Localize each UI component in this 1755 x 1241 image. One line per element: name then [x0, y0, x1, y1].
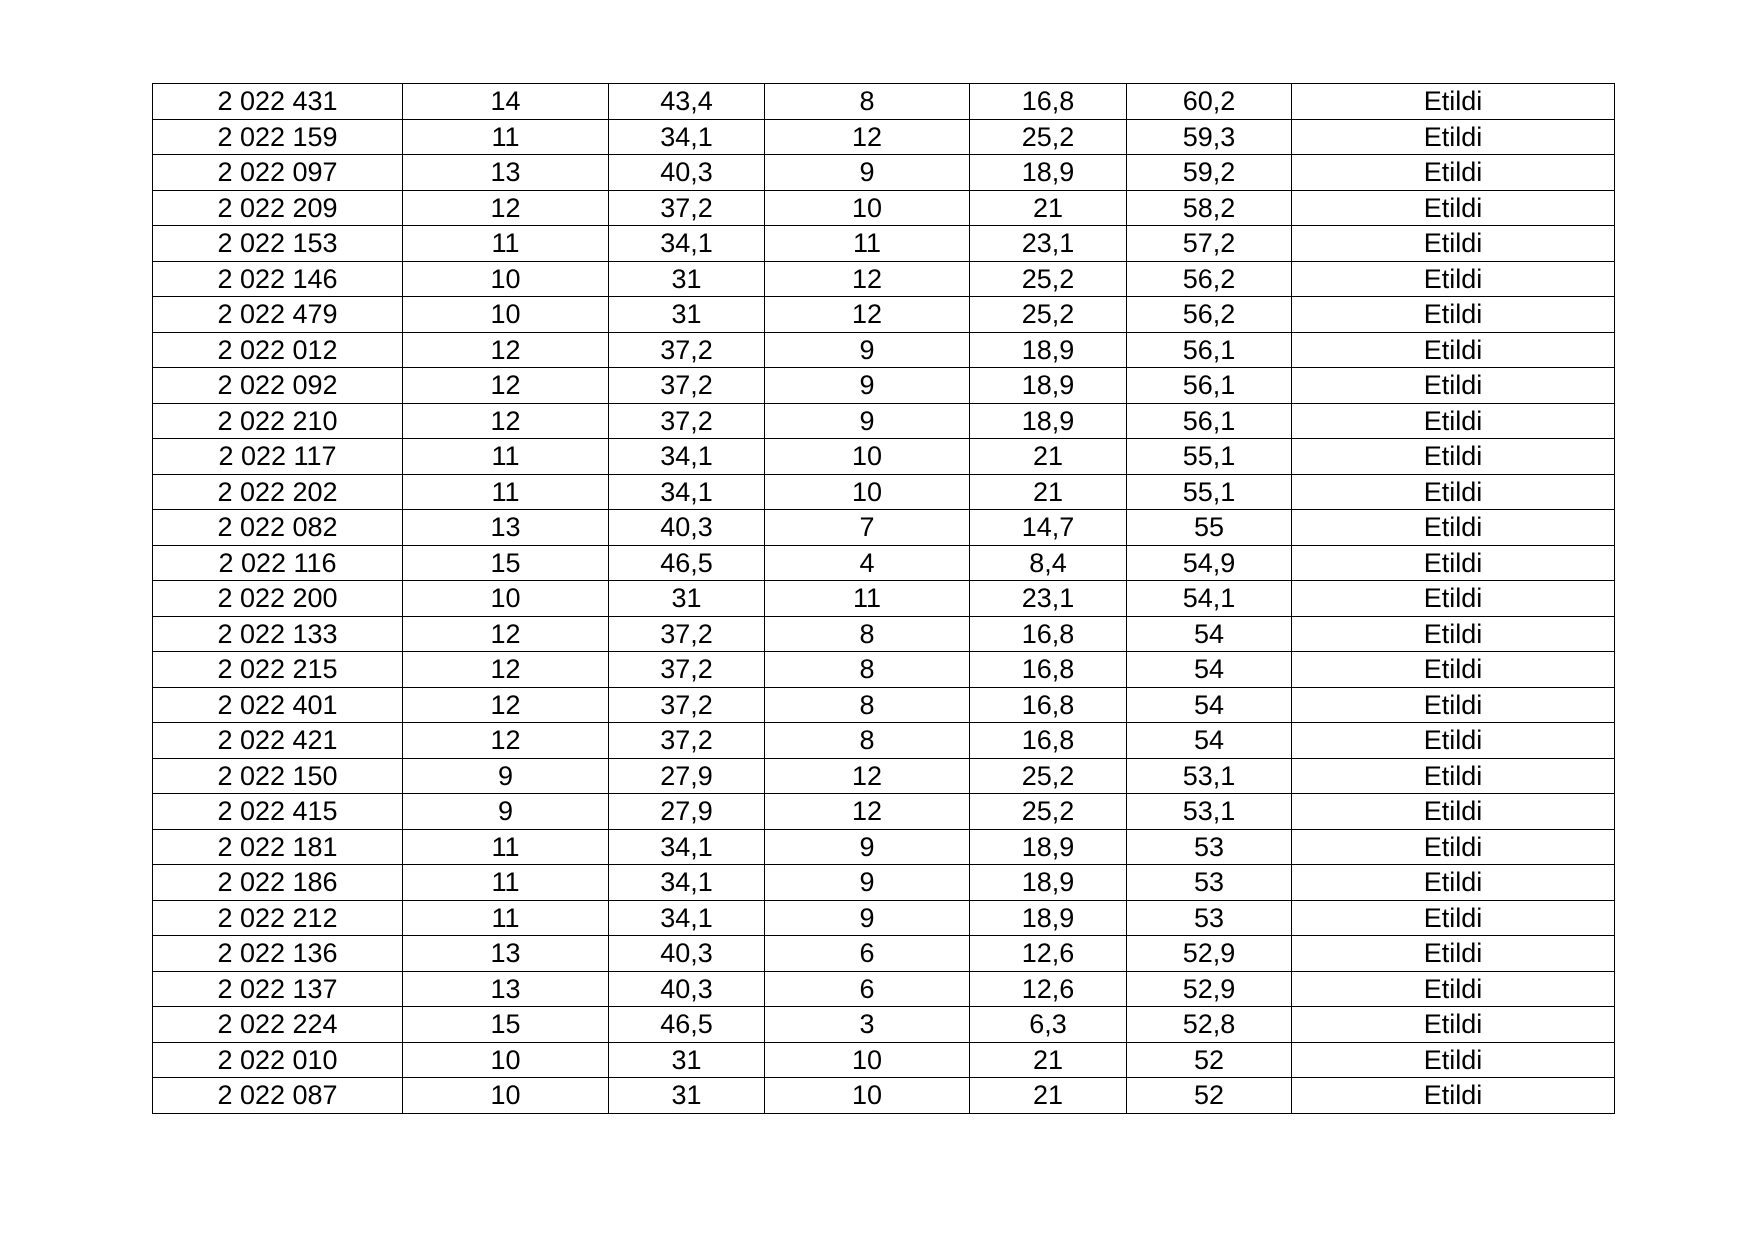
table-row — [153, 84, 1615, 120]
correct-count-cell: 11 — [403, 226, 609, 262]
second-score-cell: 8,4 — [970, 545, 1127, 581]
registration-number-cell: 2 022 087 — [153, 1078, 403, 1114]
correct-score-cell: 37,2 — [609, 652, 765, 688]
correct-score-cell: 37,2 — [609, 687, 765, 723]
correct-score-cell: 37,2 — [609, 332, 765, 368]
second-score-cell: 18,9 — [970, 332, 1127, 368]
registration-number-cell: 2 022 116 — [153, 545, 403, 581]
table-row — [153, 226, 1615, 262]
registration-number-cell: 2 022 431 — [153, 84, 403, 120]
second-score-cell: 18,9 — [970, 829, 1127, 865]
second-score-cell: 21 — [970, 1042, 1127, 1078]
document-page — [152, 83, 1615, 1114]
total-score-cell: 54 — [1127, 616, 1292, 652]
registration-number-cell: 2 022 401 — [153, 687, 403, 723]
correct-score-cell: 34,1 — [609, 226, 765, 262]
status-cell: Etildi — [1292, 652, 1615, 688]
correct-count-cell: 10 — [403, 297, 609, 333]
correct-score-cell: 40,3 — [609, 155, 765, 191]
correct-score-cell: 37,2 — [609, 190, 765, 226]
second-score-cell: 18,9 — [970, 368, 1127, 404]
total-score-cell: 56,1 — [1127, 332, 1292, 368]
status-cell: Etildi — [1292, 829, 1615, 865]
results-table — [152, 83, 1615, 1114]
registration-number-cell: 2 022 415 — [153, 794, 403, 830]
registration-number-cell: 2 022 137 — [153, 971, 403, 1007]
registration-number-cell: 2 022 117 — [153, 439, 403, 475]
total-score-cell: 55,1 — [1127, 474, 1292, 510]
second-count-cell: 6 — [765, 971, 970, 1007]
correct-count-cell: 11 — [403, 474, 609, 510]
status-cell: Etildi — [1292, 865, 1615, 901]
status-cell: Etildi — [1292, 936, 1615, 972]
second-count-cell: 12 — [765, 119, 970, 155]
correct-score-cell: 34,1 — [609, 474, 765, 510]
registration-number-cell: 2 022 133 — [153, 616, 403, 652]
correct-score-cell: 37,2 — [609, 723, 765, 759]
second-score-cell: 16,8 — [970, 687, 1127, 723]
table-row — [153, 510, 1615, 546]
second-score-cell: 21 — [970, 190, 1127, 226]
second-count-cell: 10 — [765, 1078, 970, 1114]
registration-number-cell: 2 022 082 — [153, 510, 403, 546]
status-cell: Etildi — [1292, 1007, 1615, 1043]
correct-score-cell: 31 — [609, 297, 765, 333]
registration-number-cell: 2 022 012 — [153, 332, 403, 368]
table-row — [153, 332, 1615, 368]
table-row — [153, 119, 1615, 155]
correct-score-cell: 40,3 — [609, 971, 765, 1007]
total-score-cell: 53,1 — [1127, 758, 1292, 794]
table-row — [153, 1078, 1615, 1114]
total-score-cell: 54,1 — [1127, 581, 1292, 617]
table-row — [153, 155, 1615, 191]
second-score-cell: 18,9 — [970, 155, 1127, 191]
correct-score-cell: 46,5 — [609, 1007, 765, 1043]
registration-number-cell: 2 022 210 — [153, 403, 403, 439]
second-count-cell: 9 — [765, 155, 970, 191]
correct-count-cell: 15 — [403, 1007, 609, 1043]
status-cell: Etildi — [1292, 900, 1615, 936]
table-row — [153, 865, 1615, 901]
status-cell: Etildi — [1292, 84, 1615, 120]
correct-count-cell: 11 — [403, 900, 609, 936]
registration-number-cell: 2 022 186 — [153, 865, 403, 901]
table-row — [153, 297, 1615, 333]
second-count-cell: 8 — [765, 687, 970, 723]
registration-number-cell: 2 022 153 — [153, 226, 403, 262]
second-score-cell: 25,2 — [970, 261, 1127, 297]
correct-count-cell: 12 — [403, 332, 609, 368]
status-cell: Etildi — [1292, 723, 1615, 759]
second-count-cell: 9 — [765, 829, 970, 865]
status-cell: Etildi — [1292, 545, 1615, 581]
second-count-cell: 4 — [765, 545, 970, 581]
correct-count-cell: 13 — [403, 155, 609, 191]
second-score-cell: 21 — [970, 474, 1127, 510]
second-count-cell: 8 — [765, 616, 970, 652]
table-row — [153, 687, 1615, 723]
table-row — [153, 652, 1615, 688]
correct-count-cell: 11 — [403, 865, 609, 901]
status-cell: Etildi — [1292, 1078, 1615, 1114]
total-score-cell: 53 — [1127, 900, 1292, 936]
registration-number-cell: 2 022 181 — [153, 829, 403, 865]
correct-count-cell: 13 — [403, 936, 609, 972]
correct-score-cell: 27,9 — [609, 794, 765, 830]
total-score-cell: 52,8 — [1127, 1007, 1292, 1043]
second-count-cell: 7 — [765, 510, 970, 546]
correct-count-cell: 10 — [403, 1078, 609, 1114]
table-row — [153, 1042, 1615, 1078]
correct-score-cell: 34,1 — [609, 900, 765, 936]
registration-number-cell: 2 022 097 — [153, 155, 403, 191]
total-score-cell: 60,2 — [1127, 84, 1292, 120]
total-score-cell: 59,3 — [1127, 119, 1292, 155]
second-score-cell: 25,2 — [970, 119, 1127, 155]
second-score-cell: 18,9 — [970, 403, 1127, 439]
correct-count-cell: 9 — [403, 794, 609, 830]
registration-number-cell: 2 022 200 — [153, 581, 403, 617]
registration-number-cell: 2 022 150 — [153, 758, 403, 794]
correct-score-cell: 31 — [609, 261, 765, 297]
second-score-cell: 16,8 — [970, 723, 1127, 759]
second-count-cell: 10 — [765, 474, 970, 510]
correct-count-cell: 12 — [403, 403, 609, 439]
table-row — [153, 616, 1615, 652]
status-cell: Etildi — [1292, 190, 1615, 226]
status-cell: Etildi — [1292, 581, 1615, 617]
second-count-cell: 11 — [765, 581, 970, 617]
second-score-cell: 25,2 — [970, 758, 1127, 794]
status-cell: Etildi — [1292, 297, 1615, 333]
table-row — [153, 1007, 1615, 1043]
second-score-cell: 6,3 — [970, 1007, 1127, 1043]
correct-count-cell: 11 — [403, 119, 609, 155]
total-score-cell: 52 — [1127, 1042, 1292, 1078]
second-count-cell: 9 — [765, 865, 970, 901]
results-table-body — [153, 84, 1615, 1114]
table-row — [153, 403, 1615, 439]
table-row — [153, 439, 1615, 475]
registration-number-cell: 2 022 479 — [153, 297, 403, 333]
status-cell: Etildi — [1292, 758, 1615, 794]
total-score-cell: 54 — [1127, 652, 1292, 688]
correct-score-cell: 34,1 — [609, 865, 765, 901]
correct-score-cell: 31 — [609, 1078, 765, 1114]
status-cell: Etildi — [1292, 439, 1615, 475]
correct-count-cell: 13 — [403, 510, 609, 546]
table-row — [153, 581, 1615, 617]
correct-score-cell: 34,1 — [609, 119, 765, 155]
table-row — [153, 368, 1615, 404]
table-row — [153, 971, 1615, 1007]
table-row — [153, 900, 1615, 936]
status-cell: Etildi — [1292, 261, 1615, 297]
second-count-cell: 10 — [765, 190, 970, 226]
correct-count-cell: 12 — [403, 687, 609, 723]
status-cell: Etildi — [1292, 687, 1615, 723]
table-row — [153, 474, 1615, 510]
correct-score-cell: 37,2 — [609, 368, 765, 404]
table-row — [153, 794, 1615, 830]
registration-number-cell: 2 022 212 — [153, 900, 403, 936]
status-cell: Etildi — [1292, 368, 1615, 404]
registration-number-cell: 2 022 421 — [153, 723, 403, 759]
second-score-cell: 14,7 — [970, 510, 1127, 546]
second-count-cell: 11 — [765, 226, 970, 262]
total-score-cell: 53,1 — [1127, 794, 1292, 830]
correct-count-cell: 13 — [403, 971, 609, 1007]
status-cell: Etildi — [1292, 226, 1615, 262]
second-count-cell: 9 — [765, 900, 970, 936]
registration-number-cell: 2 022 092 — [153, 368, 403, 404]
table-row — [153, 936, 1615, 972]
correct-count-cell: 10 — [403, 1042, 609, 1078]
second-count-cell: 12 — [765, 758, 970, 794]
total-score-cell: 54,9 — [1127, 545, 1292, 581]
correct-count-cell: 10 — [403, 261, 609, 297]
correct-score-cell: 34,1 — [609, 439, 765, 475]
total-score-cell: 57,2 — [1127, 226, 1292, 262]
second-count-cell: 9 — [765, 403, 970, 439]
registration-number-cell: 2 022 159 — [153, 119, 403, 155]
correct-score-cell: 27,9 — [609, 758, 765, 794]
total-score-cell: 56,1 — [1127, 403, 1292, 439]
status-cell: Etildi — [1292, 474, 1615, 510]
total-score-cell: 52,9 — [1127, 936, 1292, 972]
correct-score-cell: 40,3 — [609, 510, 765, 546]
registration-number-cell: 2 022 215 — [153, 652, 403, 688]
second-count-cell: 12 — [765, 297, 970, 333]
total-score-cell: 59,2 — [1127, 155, 1292, 191]
second-count-cell: 6 — [765, 936, 970, 972]
status-cell: Etildi — [1292, 616, 1615, 652]
status-cell: Etildi — [1292, 403, 1615, 439]
table-row — [153, 829, 1615, 865]
table-row — [153, 190, 1615, 226]
second-score-cell: 16,8 — [970, 84, 1127, 120]
status-cell: Etildi — [1292, 971, 1615, 1007]
correct-score-cell: 40,3 — [609, 936, 765, 972]
correct-score-cell: 31 — [609, 581, 765, 617]
second-count-cell: 9 — [765, 368, 970, 404]
correct-score-cell: 34,1 — [609, 829, 765, 865]
table-row — [153, 723, 1615, 759]
correct-score-cell: 31 — [609, 1042, 765, 1078]
status-cell: Etildi — [1292, 332, 1615, 368]
registration-number-cell: 2 022 010 — [153, 1042, 403, 1078]
total-score-cell: 58,2 — [1127, 190, 1292, 226]
correct-count-cell: 15 — [403, 545, 609, 581]
second-score-cell: 21 — [970, 1078, 1127, 1114]
second-score-cell: 25,2 — [970, 297, 1127, 333]
total-score-cell: 56,2 — [1127, 261, 1292, 297]
second-count-cell: 8 — [765, 84, 970, 120]
correct-score-cell: 46,5 — [609, 545, 765, 581]
registration-number-cell: 2 022 224 — [153, 1007, 403, 1043]
second-score-cell: 18,9 — [970, 900, 1127, 936]
correct-score-cell: 37,2 — [609, 616, 765, 652]
second-score-cell: 12,6 — [970, 936, 1127, 972]
correct-score-cell: 43,4 — [609, 84, 765, 120]
total-score-cell: 54 — [1127, 723, 1292, 759]
correct-score-cell: 37,2 — [609, 403, 765, 439]
total-score-cell: 55,1 — [1127, 439, 1292, 475]
status-cell: Etildi — [1292, 155, 1615, 191]
second-score-cell: 23,1 — [970, 226, 1127, 262]
total-score-cell: 53 — [1127, 865, 1292, 901]
total-score-cell: 53 — [1127, 829, 1292, 865]
registration-number-cell: 2 022 146 — [153, 261, 403, 297]
correct-count-cell: 14 — [403, 84, 609, 120]
correct-count-cell: 12 — [403, 190, 609, 226]
second-score-cell: 16,8 — [970, 616, 1127, 652]
second-count-cell: 3 — [765, 1007, 970, 1043]
second-score-cell: 18,9 — [970, 865, 1127, 901]
second-score-cell: 25,2 — [970, 794, 1127, 830]
correct-count-cell: 11 — [403, 439, 609, 475]
second-count-cell: 8 — [765, 652, 970, 688]
table-row — [153, 758, 1615, 794]
status-cell: Etildi — [1292, 794, 1615, 830]
second-count-cell: 9 — [765, 332, 970, 368]
registration-number-cell: 2 022 202 — [153, 474, 403, 510]
table-row — [153, 261, 1615, 297]
total-score-cell: 52 — [1127, 1078, 1292, 1114]
status-cell: Etildi — [1292, 1042, 1615, 1078]
second-score-cell: 23,1 — [970, 581, 1127, 617]
second-count-cell: 10 — [765, 1042, 970, 1078]
correct-count-cell: 10 — [403, 581, 609, 617]
second-count-cell: 12 — [765, 794, 970, 830]
correct-count-cell: 11 — [403, 829, 609, 865]
total-score-cell: 52,9 — [1127, 971, 1292, 1007]
total-score-cell: 56,1 — [1127, 368, 1292, 404]
correct-count-cell: 12 — [403, 723, 609, 759]
second-score-cell: 21 — [970, 439, 1127, 475]
registration-number-cell: 2 022 136 — [153, 936, 403, 972]
second-count-cell: 8 — [765, 723, 970, 759]
registration-number-cell: 2 022 209 — [153, 190, 403, 226]
correct-count-cell: 12 — [403, 616, 609, 652]
second-count-cell: 12 — [765, 261, 970, 297]
second-score-cell: 12,6 — [970, 971, 1127, 1007]
total-score-cell: 55 — [1127, 510, 1292, 546]
second-count-cell: 10 — [765, 439, 970, 475]
status-cell: Etildi — [1292, 119, 1615, 155]
correct-count-cell: 9 — [403, 758, 609, 794]
total-score-cell: 56,2 — [1127, 297, 1292, 333]
total-score-cell: 54 — [1127, 687, 1292, 723]
second-score-cell: 16,8 — [970, 652, 1127, 688]
status-cell: Etildi — [1292, 510, 1615, 546]
table-row — [153, 545, 1615, 581]
correct-count-cell: 12 — [403, 368, 609, 404]
correct-count-cell: 12 — [403, 652, 609, 688]
